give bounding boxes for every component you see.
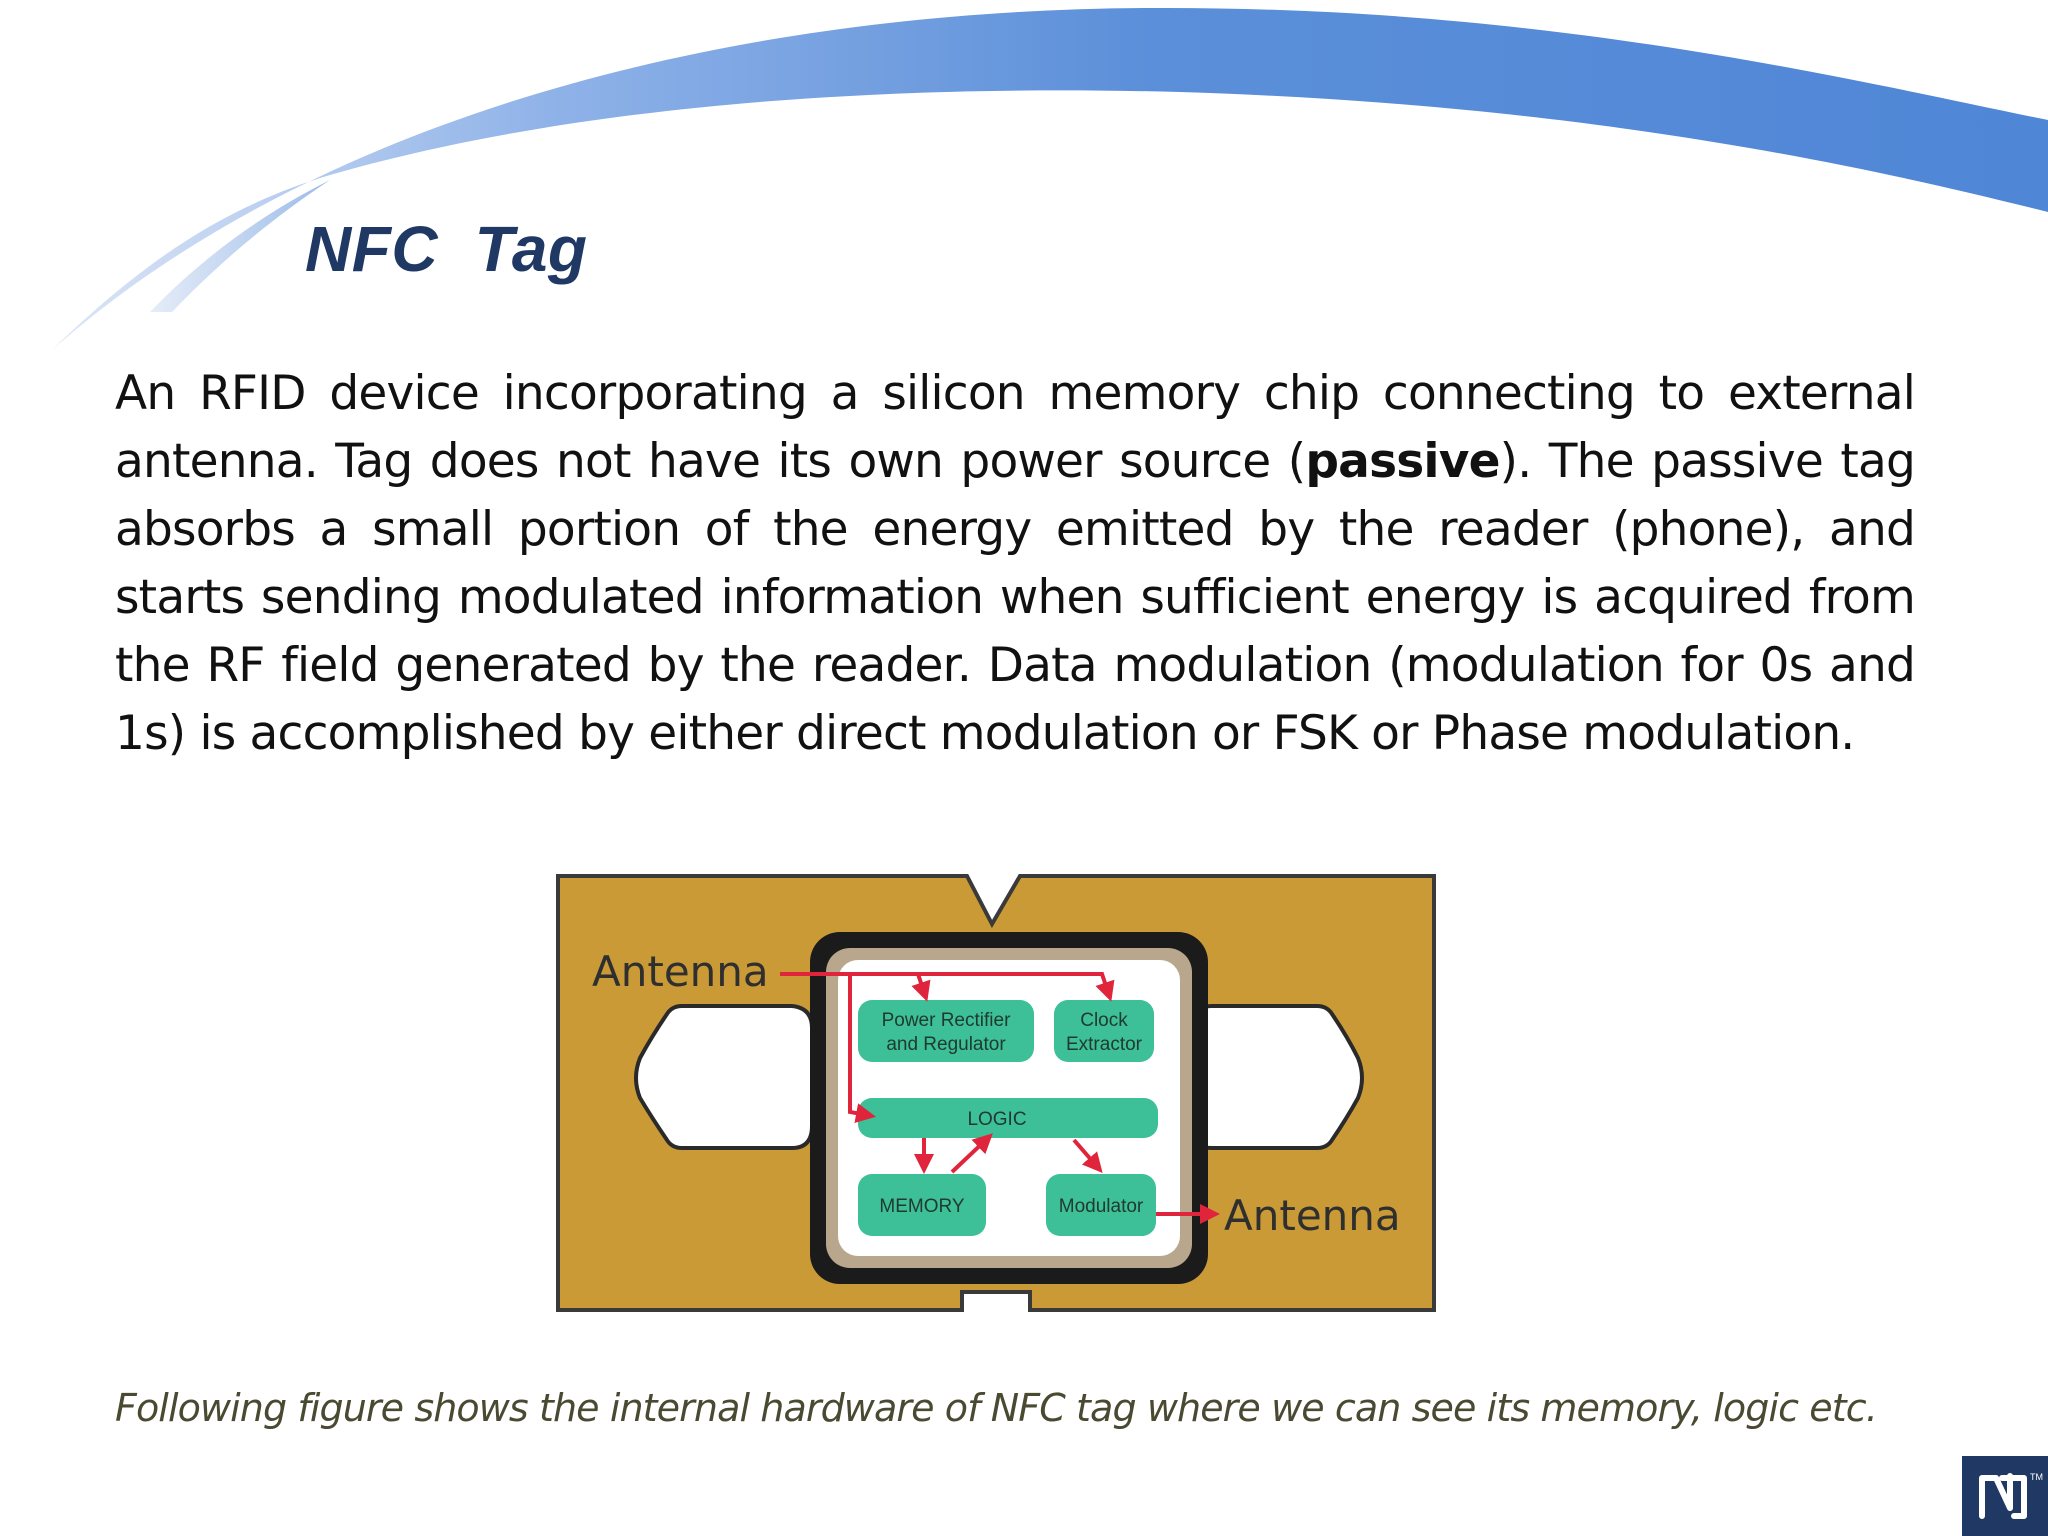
power-rectifier-label-line2: and Regulator — [886, 1034, 1006, 1055]
memory-label: MEMORY — [879, 1196, 965, 1217]
nfc-tag-hardware-diagram — [552, 866, 1452, 1336]
antenna-in-label: Antenna — [592, 947, 769, 996]
header-swoosh — [0, 0, 2048, 360]
antenna-loop-left — [636, 1006, 812, 1148]
slide-title: NFC Tag — [305, 213, 588, 285]
body-text-part1: An RFID device incorporating a silicon memory chip connecting to external antenna. Tag does not have its own power source ( — [115, 366, 1915, 489]
modulator-label: Modulator — [1058, 1196, 1144, 1217]
power-rectifier-label-line1: Power Rectifier — [881, 1010, 1011, 1031]
antenna-out-label: Antenna — [1224, 1191, 1401, 1240]
figure-caption: Following figure shows the internal hardware of NFC tag where we can see its memory, logic etc. — [115, 1386, 1877, 1430]
clock-extractor-label-line2: Extractor — [1065, 1034, 1143, 1055]
body-text-bold: passive — [1305, 434, 1500, 489]
logic-label: LOGIC — [967, 1109, 1027, 1130]
svg-text:TM: TM — [2030, 1472, 2043, 1482]
nfc-logo — [1962, 1456, 2048, 1536]
body-paragraph — [115, 360, 1915, 768]
antenna-loop-right — [1192, 1006, 1362, 1148]
clock-extractor-label-line1: Clock — [1080, 1010, 1128, 1031]
body-text-part2: ). The passive tag absorbs a small portion of the energy emitted by the reader (phone), and starts sending modulated information when sufficient energy is acquired from the RF field generated by the reader. Data modulation (modulation for 0s and 1s) is accomplished by either direct modulation or FSK or Phase modulation. — [115, 434, 1915, 761]
